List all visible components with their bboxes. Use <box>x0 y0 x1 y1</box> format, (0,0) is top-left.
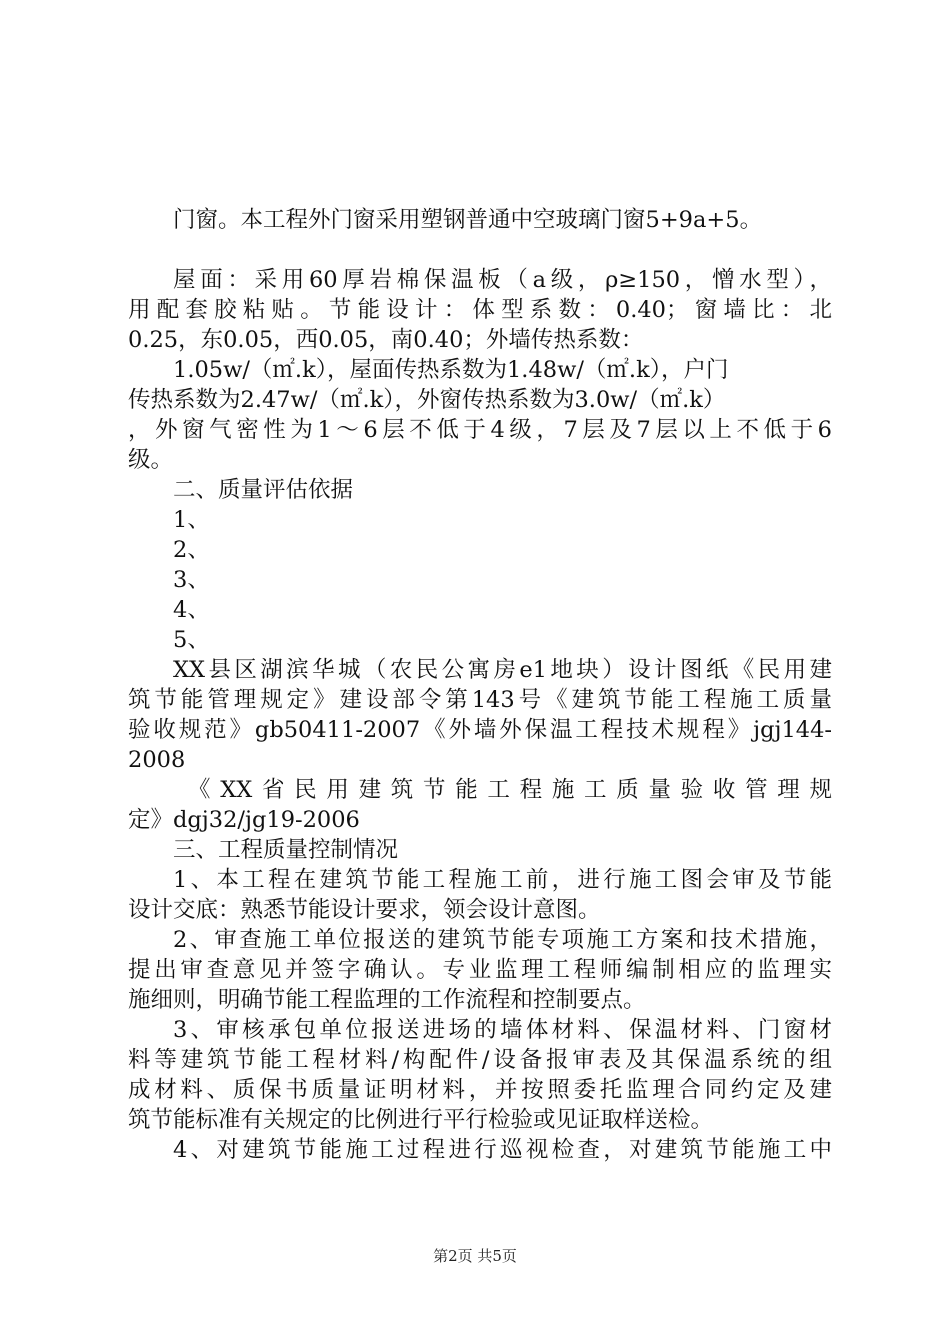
section-heading: 二、质量评估依据 <box>173 477 354 503</box>
list-item: 2、 <box>173 537 210 563</box>
text-line: 成材料、质保书质量证明材料，并按照委托监理合同约定及建 <box>128 1077 832 1103</box>
text-line: 《XX省民用建筑节能工程施工质量验收管理规 <box>188 777 832 803</box>
text-line: ，外窗气密性为1～6层不低于4级，7层及7层以上不低于6 <box>128 417 832 443</box>
text-line: XX县区湖滨华城（农民公寓房e1地块）设计图纸《民用建 <box>173 657 832 683</box>
text-line: 2、审查施工单位报送的建筑节能专项施工方案和技术措施， <box>173 927 832 953</box>
section-heading: 三、工程质量控制情况 <box>173 837 399 863</box>
page-number-footer: 第2页 共5页 <box>433 1247 517 1265</box>
text-line: 1、本工程在建筑节能工程施工前，进行施工图会审及节能 <box>173 867 832 893</box>
text-line: 2008 <box>128 747 186 773</box>
text-line: 传热系数为2.47w/（㎡.k），外窗传热系数为3.0w/（㎡.k） <box>128 387 726 413</box>
document-body <box>128 205 832 1165</box>
text-line: 验收规范》gb50411-2007《外墙外保温工程技术规程》jgj144- <box>128 717 832 743</box>
list-item: 3、 <box>173 567 210 593</box>
text-line: 设计交底：熟悉节能设计要求，领会设计意图。 <box>128 897 601 923</box>
text-line: 料等建筑节能工程材料/构配件/设备报审表及其保温系统的组 <box>128 1047 832 1073</box>
text-line: 定》dgj32/jg19-2006 <box>128 807 360 833</box>
list-item: 5、 <box>173 627 210 653</box>
text-line: 1.05w/（㎡.k），屋面传热系数为1.48w/（㎡.k），户门 <box>173 357 729 383</box>
text-line: 用配套胶粘贴。节能设计：体型系数：0.40；窗墙比：北 <box>128 297 832 323</box>
text-line: 门窗。本工程外门窗采用塑钢普通中空玻璃门窗5+9a+5。 <box>173 207 763 233</box>
text-line: 级。 <box>128 447 174 473</box>
text-line: 施细则，明确节能工程监理的工作流程和控制要点。 <box>128 987 646 1013</box>
text-line: 3、审核承包单位报送进场的墙体材料、保温材料、门窗材 <box>173 1017 832 1043</box>
list-item: 4、 <box>173 597 210 623</box>
text-line: 屋面：采用60厚岩棉保温板（a级，ρ≥150，憎水型）， <box>173 267 832 293</box>
paragraph-gap <box>128 235 832 265</box>
text-line: 0.25，东0.05，西0.05，南0.40；外墙传热系数： <box>128 327 644 353</box>
text-line: 筑节能标准有关规定的比例进行平行检验或见证取样送检。 <box>128 1107 714 1133</box>
list-item: 1、 <box>173 507 210 533</box>
text-line: 提出审查意见并签字确认。专业监理工程师编制相应的监理实 <box>128 957 832 983</box>
text-line: 4、对建筑节能施工过程进行巡视检查，对建筑节能施工中 <box>173 1137 832 1163</box>
text-line: 筑节能管理规定》建设部令第143号《建筑节能工程施工质量 <box>128 687 832 713</box>
